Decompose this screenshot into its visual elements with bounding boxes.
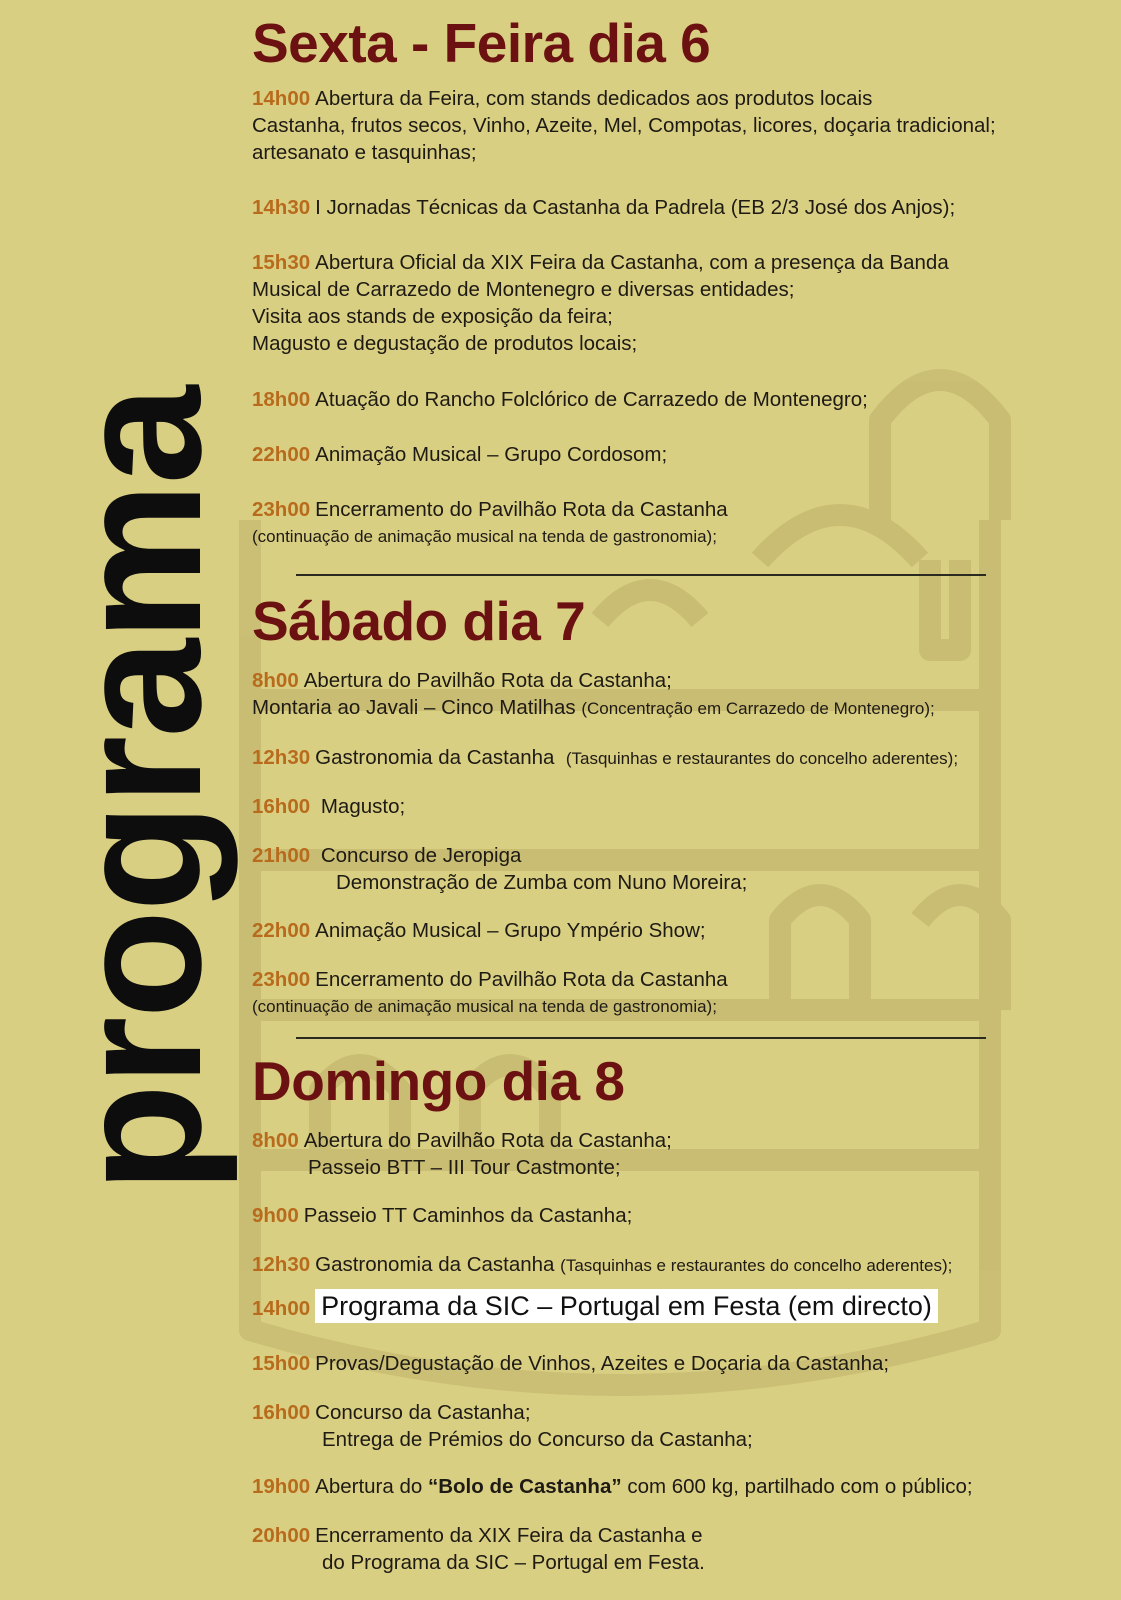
event-item — [252, 1350, 889, 1377]
side-title-programa: programa — [39, 387, 238, 1193]
event-note: (Concentração em Carrazedo de Montenegro); — [581, 699, 935, 718]
event-text: Passeio TT Caminhos da Castanha; — [303, 1204, 633, 1227]
event-time: 20h00 — [252, 1524, 311, 1547]
event-item — [252, 842, 747, 896]
event-text: Musical de Carrazedo de Montenegro e diversas entidades; — [252, 278, 795, 301]
event-item — [252, 249, 949, 357]
event-item — [252, 1127, 672, 1181]
event-text: Abertura do Pavilhão Rota da Castanha; — [303, 1129, 672, 1152]
event-text: Visita aos stands de exposição da feira; — [252, 305, 613, 328]
day-title-sunday: Domingo dia 8 — [252, 1050, 625, 1112]
event-item — [252, 744, 958, 772]
highlight-sic-program: Programa da SIC – Portugal em Festa (em directo) — [315, 1289, 938, 1323]
day-title-saturday: Sábado dia 7 — [252, 590, 586, 652]
event-note: (Tasquinhas e restaurantes do concelho aderentes); — [560, 1256, 953, 1275]
event-text: Abertura Oficial da XIX Feira da Castanha, com a presença da Banda — [315, 251, 949, 274]
event-text: Concurso de Jeropiga — [320, 844, 522, 867]
event-text: Atuação do Rancho Folclórico de Carrazedo de Montenegro; — [315, 388, 868, 411]
event-text: Montaria ao Javali – Cinco Matilhas — [252, 696, 576, 719]
event-time: 19h00 — [252, 1475, 311, 1498]
event-time: 8h00 — [252, 669, 299, 692]
event-text: do Programa da SIC – Portugal em Festa. — [322, 1551, 705, 1574]
event-item — [252, 917, 706, 944]
event-time: 16h00 — [252, 1401, 311, 1424]
event-note: (Tasquinhas e restaurantes do concelho aderentes); — [565, 749, 959, 768]
event-time: 14h30 — [252, 196, 311, 219]
section-divider — [296, 1037, 986, 1039]
event-time: 22h00 — [252, 919, 311, 942]
event-text: artesanato e tasquinhas; — [252, 141, 477, 164]
event-text: com 600 kg, partilhado com o público; — [627, 1475, 973, 1498]
event-time: 21h00 — [252, 844, 311, 867]
event-item — [252, 386, 868, 413]
event-item — [252, 441, 667, 468]
event-note: (continuação de animação musical na tenda de gastronomia); — [252, 997, 717, 1016]
event-note: (continuação de animação musical na tenda de gastronomia); — [252, 527, 717, 546]
event-time: 18h00 — [252, 388, 311, 411]
event-text: Animação Musical – Grupo Ympério Show; — [315, 919, 706, 942]
event-text: Entrega de Prémios do Concurso da Castanha; — [322, 1428, 753, 1451]
event-time: 15h00 — [252, 1352, 311, 1375]
event-item — [252, 1473, 973, 1500]
event-text: Gastronomia da Castanha — [315, 746, 555, 769]
event-time: 12h30 — [252, 746, 311, 769]
event-time: 14h00 — [252, 87, 311, 110]
event-text: Magusto e degustação de produtos locais; — [252, 332, 638, 355]
event-text: Castanha, frutos secos, Vinho, Azeite, Mel, Compotas, licores, doçaria tradicional; — [252, 114, 996, 137]
section-divider — [296, 574, 986, 576]
day-title-friday: Sexta - Feira dia 6 — [252, 12, 711, 74]
event-time: 12h30 — [252, 1253, 311, 1276]
event-item — [252, 1399, 753, 1453]
event-item — [252, 966, 728, 1020]
event-text: Abertura do — [315, 1475, 423, 1498]
event-text: Abertura da Feira, com stands dedicados aos produtos locais — [315, 87, 873, 110]
event-item — [252, 1522, 705, 1576]
event-text: Magusto; — [320, 795, 406, 818]
event-item — [252, 1202, 632, 1229]
event-text: Concurso da Castanha; — [315, 1401, 531, 1424]
event-text: Encerramento do Pavilhão Rota da Castanha — [315, 968, 728, 991]
event-time: 15h30 — [252, 251, 311, 274]
event-item — [252, 793, 405, 820]
event-time: 16h00 — [252, 795, 311, 818]
event-text: Demonstração de Zumba com Nuno Moreira; — [336, 871, 748, 894]
event-item — [252, 1293, 938, 1322]
event-text: I Jornadas Técnicas da Castanha da Padrela (EB 2/3 José dos Anjos); — [315, 196, 956, 219]
event-text: Abertura do Pavilhão Rota da Castanha; — [303, 669, 672, 692]
event-text: Passeio BTT – III Tour Castmonte; — [308, 1156, 621, 1179]
event-time: 9h00 — [252, 1204, 299, 1227]
event-item — [252, 496, 728, 550]
event-text: Provas/Degustação de Vinhos, Azeites e Doçaria da Castanha; — [315, 1352, 890, 1375]
event-text: Gastronomia da Castanha — [315, 1253, 555, 1276]
event-time: 23h00 — [252, 498, 311, 521]
event-time: 14h00 — [252, 1297, 311, 1320]
event-text: Animação Musical – Grupo Cordosom; — [315, 443, 668, 466]
event-time: 8h00 — [252, 1129, 299, 1152]
event-item — [252, 85, 996, 166]
event-text-bold: “Bolo de Castanha” — [427, 1475, 622, 1498]
event-text: Encerramento do Pavilhão Rota da Castanha — [315, 498, 728, 521]
event-time: 23h00 — [252, 968, 311, 991]
event-item — [252, 194, 955, 221]
event-text: Encerramento da XIX Feira da Castanha e — [315, 1524, 703, 1547]
event-item — [252, 1251, 952, 1279]
event-time: 22h00 — [252, 443, 311, 466]
event-item — [252, 667, 935, 722]
